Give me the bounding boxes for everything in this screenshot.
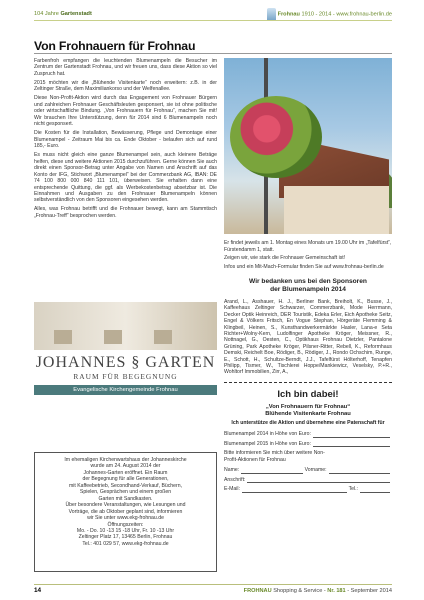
info-line: Öffnungszeiten: bbox=[107, 521, 144, 528]
flower-basket-photo bbox=[224, 58, 392, 234]
info-line: Über besondere Veranstaltungen, wie Lesungen und bbox=[65, 502, 186, 509]
form-row-2014 bbox=[224, 431, 392, 438]
header-right-rest: 1910 - 2014 - www.frohnau-berlin.de bbox=[299, 11, 392, 18]
johannes-garten-ad bbox=[34, 302, 217, 427]
form-note: Bitte informieren Sie mich über weitere Non-Profit-Aktionen für Frohnau bbox=[224, 450, 325, 463]
sponsors-title-line2: der Blumenampeln 2014 bbox=[270, 286, 346, 293]
footer-text bbox=[244, 588, 392, 594]
title-rule bbox=[34, 53, 392, 54]
ad-subtitle: RAUM FÜR BEGEGNUNG bbox=[73, 372, 178, 381]
email-field[interactable] bbox=[242, 488, 347, 493]
form-row-2015 bbox=[224, 441, 392, 448]
footer-date: - September 2014 bbox=[345, 587, 392, 594]
cafe-photo bbox=[34, 302, 217, 350]
name-label: Name: bbox=[224, 467, 240, 474]
amount-2015-field[interactable] bbox=[313, 442, 390, 447]
email-label: E-Mail: bbox=[224, 486, 240, 493]
info-line: Tel.: 401 029 57, www.ekg-frohnau.de bbox=[82, 540, 169, 547]
info-line: Spielen, Gesprächen und einem großen bbox=[79, 489, 172, 496]
info-line: Vorträge, die ab Oktober geplant sind, informieren bbox=[68, 508, 183, 515]
footer-issue: Nr. 181 bbox=[327, 587, 346, 594]
ad-logo-right: GARTEN bbox=[145, 354, 216, 371]
header-left-prefix: 104 Jahre bbox=[34, 11, 61, 17]
form-row-2015-label: Blumenampel 2015 in Höhe von Euro: bbox=[224, 440, 311, 447]
info-line: Johannes-Garten eröffnet. Ein Raum bbox=[83, 469, 168, 476]
info-line: Mo. - Do. 10 -13 15 -18 Uhr, Fr. 10 -13 Uhr bbox=[76, 527, 175, 534]
sponsors-title bbox=[224, 278, 392, 294]
ad-logo-left: JOHANNES bbox=[35, 354, 127, 371]
form-sub1: „Von Frohnauern für Frohnau“ bbox=[265, 403, 351, 410]
info-text bbox=[224, 240, 392, 270]
info-paragraph: Infos und ein Mit-Mach-Formular finden Sie auf www.frohnau-berlin.de bbox=[224, 263, 384, 270]
header-right bbox=[265, 8, 392, 20]
article-paragraph: Es muss nicht gleich eine ganze Blumenampel sein, auch kleinere Beträge helfen, diese und weitere Aktionen 2015 durchzuführen. Gerne können Sie auch direkt einen Sponsor-Betrag unter Angabe von Namen und Anschrift auf das Konto der IFG, Stichwort „Blumenampel“ bei der Commerzbank AG, IBAN: DE 74 100 800 000 840 111 101, überweisen. Sie erhalten dann eine entsprechende Quittung, die ggf. als Werbekostenbetrag absetzbar ist. Die Einnahmen und Ausgaben zu den Frohnauer Blumenampeln können selbstverständlich von den Sponsoren eingesehen werden. bbox=[34, 152, 217, 204]
info-line: der Begegnung für alle Generationen, bbox=[82, 476, 169, 483]
anschrift-field[interactable] bbox=[247, 478, 390, 483]
page-footer bbox=[34, 584, 392, 594]
sponsors-title-line1: Wir bedanken uns bei den Sponsoren bbox=[249, 278, 367, 285]
article-title: Von Frohnauern für Frohnau bbox=[34, 39, 196, 53]
info-line: wir Sie unter www.ekg-frohnau.de bbox=[87, 515, 164, 522]
vorname-label: Vorname: bbox=[304, 467, 327, 474]
info-line: Im ehemaligen Kirchenwartshaus der Johanneskirche bbox=[64, 457, 187, 463]
name-field[interactable] bbox=[241, 469, 302, 474]
johannes-garten-info-box bbox=[34, 452, 217, 572]
article-paragraph: Diese Non-Profit-Aktion wird durch das Engagement von Frohnauer Bürgern und zahlreichen Frohnauer Geschäftsleuten gesponsert, sie ist ohne politische oder wirtschaftliche Bindung. „Von Frohnauern für Frohnau“, machen Sie mit! Wir brauchen Ihre Unterstützung, denn für 2014 sind 6 Blumenampeln noch nicht gesponsert. bbox=[34, 95, 217, 128]
article-paragraph: Alles, was Frohnau betrifft und die Frohnauer bewegt, kann am Stammtisch „Frohnau-Treff“ besprochen werden. bbox=[34, 206, 217, 219]
info-line: Garten mit Sandkasten. bbox=[98, 495, 153, 502]
article-paragraph: Farbenfroh empfangen die leuchtenden Blumenampeln die Besucher im Zentrum der Gartenstadt Frohnau, und wir freuen uns, dass diese Aktion so viel Zuspruch hat. bbox=[34, 58, 217, 77]
form-sub3: Ich unterstütze die Aktion und übernehme eine Patenschaft für bbox=[231, 419, 385, 426]
page-header bbox=[34, 8, 392, 21]
form-title: Ich bin dabei! bbox=[277, 388, 339, 400]
header-left bbox=[34, 11, 92, 17]
header-right-bold: Frohnau bbox=[277, 11, 300, 18]
ad-logo bbox=[34, 354, 217, 372]
header-left-bold: Gartenstadt bbox=[60, 11, 92, 17]
info-line: Zeltinger Platz 17, 13465 Berlin, Frohnau bbox=[78, 534, 173, 541]
info-line: wurde am 24. August 2014 der bbox=[90, 463, 161, 470]
footer-brand: FROHNAU bbox=[243, 587, 272, 594]
info-line: mit Kaffeebetrieb, Secondhand-Verkauf, Büchern, bbox=[68, 482, 183, 489]
form-row-contact bbox=[224, 486, 392, 493]
page-number: 14 bbox=[34, 587, 42, 594]
sponsor-form bbox=[224, 431, 392, 493]
article-paragraph: Die Kosten für die Installation, Bewässerung, Pflege und Demontage einer Blumenampel - Zeitraum Mai bis ca. Ende Oktober - belaufen sich auf rund 185,- Euro. bbox=[34, 130, 217, 150]
form-subtitle bbox=[224, 404, 392, 418]
form-row-name bbox=[224, 467, 392, 474]
footer-rest: Shopping & Service - bbox=[271, 587, 328, 594]
cut-line bbox=[224, 382, 392, 383]
info-paragraph: Zeigen wir, wie stark die Frohnauer Gemeinschaft ist! bbox=[224, 255, 346, 261]
vorname-field[interactable] bbox=[329, 469, 390, 474]
ad-logo-mark-icon: § bbox=[131, 354, 141, 371]
form-sub2: Blühende Visitenkarte Frohnau bbox=[265, 410, 351, 417]
tower-logo-icon bbox=[267, 8, 276, 20]
form-row-2014-label: Blumenampel 2014 in Höhe von Euro: bbox=[224, 431, 311, 438]
form-row-address bbox=[224, 477, 392, 484]
right-column bbox=[224, 58, 392, 496]
article-body bbox=[34, 58, 217, 222]
sponsor-list: Arand, L., Asshauer, H. J., Berliner Bank, Breiholt, K., Busse, J., Kaffeehaus Zeltinger Schwarzer, Commerzbank, Mode Herrmann, Decker Optik Heinreich, DER Touristik, Edeka Erler, Eich Apotheke Seitz, Engel & Völkers Fritsch, En Vogue Stephan, Hörgeräte Flemming & Klingbeil, Heinen, S., Kunsthandwerkermärkte Hasler, Lana-e Seta Richter+Wolny-Kern, Ludolfinger Apotheke Kröger, Meissner, R., Nottnagel, G., Oesten, C., Optikhaus Frohnau Dietzler, Pantalone Grüning, Park Apotheke Kröger, Pilsner-Ritter, Rebell, K., Reformhaus Demski, Reichelt Boe, Rödiger, B., Rödiger, J., Rondo Ochschim, Runge, E., Schott, H., Schultze-Berndt, J.J., Tafelfürst Hölterhoff, Tenapfen Philipp, Tismer, W., Tischlerei Hoppe/Mankiewicz, Veselsky, P.+R., Wohltorf Immobilien, Zirr, A., bbox=[224, 299, 392, 376]
ad-band: Evangelische Kirchengemeinde Frohnau bbox=[34, 385, 217, 395]
tel-label: Tel.: bbox=[348, 486, 358, 493]
info-paragraph: Er findet jeweils am 1. Montag eines Monats um 19.00 Uhr im „Tafelfürst“, Fürstendamm 1, statt. bbox=[224, 240, 392, 253]
amount-2014-field[interactable] bbox=[313, 433, 390, 438]
article-paragraph: 2015 möchten wir die „Blühende Visitenkarte“ noch erweitern: z.B. in der Zeltinger Straße, dem Maximiliankorso und der Welfenallee. bbox=[34, 79, 217, 93]
tel-field[interactable] bbox=[360, 488, 390, 493]
anschrift-label: Anschrift: bbox=[224, 476, 246, 483]
